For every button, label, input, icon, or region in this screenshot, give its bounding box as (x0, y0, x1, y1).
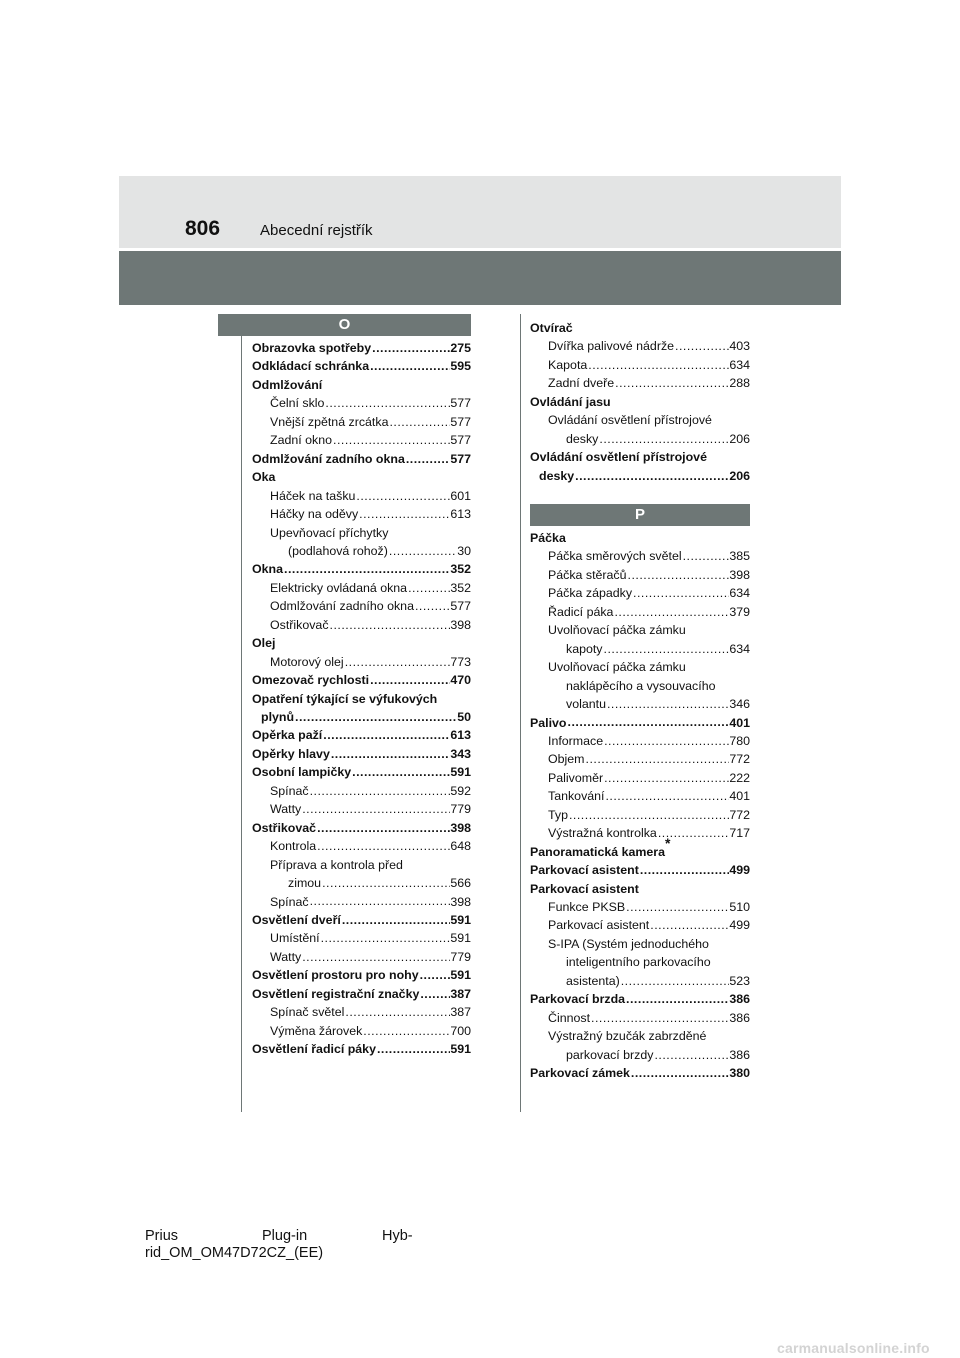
index-entry (530, 1064, 750, 1082)
index-entry (252, 819, 471, 837)
index-entry (548, 1009, 750, 1027)
letter-heading-o: O (218, 314, 471, 336)
index-entry (252, 450, 471, 468)
index-entry (270, 893, 471, 911)
index-entry-term: Osvětlení registrační značky (252, 986, 420, 1001)
index-entry-term: Parkovací zámek (530, 1066, 630, 1081)
index-entry-term: Informace (548, 733, 604, 748)
index-entry-term: Spínač světel (270, 1005, 345, 1020)
index-entry-term: Panoramatická kamera (530, 844, 666, 859)
index-entry (530, 529, 566, 547)
index-entry (548, 787, 750, 805)
index-entry-term: Ostřikovač (270, 617, 329, 632)
index-entry (252, 690, 437, 708)
index-entry-term: Omezovač rychlosti (252, 673, 370, 688)
index-entry-term: Motorový olej (270, 654, 344, 669)
dot-leader (301, 948, 450, 966)
index-entry (270, 837, 471, 855)
index-entry (566, 972, 750, 990)
index-entry-page: 591 (450, 931, 471, 946)
index-entry (270, 782, 471, 800)
index-entry (530, 990, 750, 1008)
dot-leader (567, 714, 730, 732)
footnote-asterisk: * (665, 834, 671, 851)
index-entry (288, 874, 471, 892)
index-entry-page: 772 (729, 752, 750, 767)
index-entry (270, 597, 471, 615)
footer-manual-code: rid_OM_OM47D72CZ_(EE) (145, 1245, 324, 1261)
index-entry (548, 547, 750, 565)
dot-leader (419, 966, 451, 984)
index-entry-page: 613 (450, 507, 471, 522)
dot-leader (414, 597, 450, 615)
index-entry-page: 772 (729, 807, 750, 822)
index-entry-term: Háček na tašku (270, 488, 356, 503)
index-entry (566, 953, 711, 971)
index-entry-page: 566 (450, 876, 471, 891)
dot-leader (309, 782, 451, 800)
footer-model-part: Prius (145, 1228, 179, 1244)
header-band (119, 176, 841, 248)
dot-leader (630, 1064, 729, 1082)
index-entry-page: 634 (729, 357, 750, 372)
index-entry (270, 948, 471, 966)
index-entry-page: 773 (450, 654, 471, 669)
index-entry (270, 487, 471, 505)
index-entry-term: Vnější zpětná zrcátka (270, 414, 389, 429)
dot-leader (627, 566, 730, 584)
index-entry-term: Osvětlení dveří (252, 912, 341, 927)
index-entry-term: Činnost (548, 1010, 591, 1025)
index-entry-page: 779 (450, 949, 471, 964)
dot-leader (625, 990, 729, 1008)
index-entry-term: Spínač (270, 783, 309, 798)
index-entry-term: desky (566, 431, 599, 446)
index-entry-page: 577 (450, 599, 471, 614)
dot-leader (344, 653, 451, 671)
index-entry-term: Zadní okno (270, 433, 332, 448)
index-entry-term: Okna (252, 562, 283, 577)
index-entry-term: Umístění (270, 931, 320, 946)
index-entry (530, 861, 750, 879)
index-entry-page: 398 (450, 820, 471, 835)
index-entry (566, 430, 750, 448)
index-entry (548, 1027, 706, 1045)
index-entry-page: 577 (450, 433, 471, 448)
index-entry (261, 708, 471, 726)
index-entry-page: 387 (450, 986, 471, 1001)
index-entry-term: Objem (548, 752, 585, 767)
index-entry-page: 780 (729, 733, 750, 748)
index-entry-term: desky (539, 468, 575, 483)
index-entry-page: 380 (729, 1066, 750, 1081)
index-entry-term: Uvolňovací páčka zámku (548, 623, 686, 638)
footer-model-part: Plug-in (262, 1228, 308, 1244)
index-entry-page: 648 (450, 839, 471, 854)
index-entry (252, 357, 471, 375)
dot-leader (590, 1009, 729, 1027)
index-entry-term: Čelní sklo (270, 396, 325, 411)
index-entry (252, 1040, 471, 1058)
index-entry (252, 560, 471, 578)
dot-leader (316, 837, 450, 855)
index-entry-term: Odmlžování (252, 377, 323, 392)
dot-leader (355, 487, 450, 505)
dot-leader (324, 394, 450, 412)
index-entry (548, 898, 750, 916)
index-entry-page: 30 (457, 543, 471, 558)
index-entry-page: 403 (729, 339, 750, 354)
index-entry (252, 468, 275, 486)
index-entry-term: Typ (548, 807, 568, 822)
dot-leader (294, 708, 457, 726)
dot-leader (329, 616, 451, 634)
index-entry-term: asistenta) (566, 973, 620, 988)
index-entry-term: Páčka stěračů (548, 567, 627, 582)
index-entry-term: Páčka směrových světel (548, 549, 682, 564)
index-entry-term: Ovládání jasu (530, 394, 611, 409)
index-entry-term: Osobní lampičky (252, 765, 352, 780)
index-entry-term: Zadní dveře (548, 376, 615, 391)
dot-leader (369, 357, 450, 375)
index-entry-term: Parkovací asistent (548, 918, 650, 933)
index-entry (566, 1046, 750, 1064)
dot-leader (320, 929, 451, 947)
dot-leader (574, 467, 729, 485)
index-entry-term: Ostřikovač (252, 820, 317, 835)
index-entry-page: 577 (450, 414, 471, 429)
index-entry (548, 769, 750, 787)
dot-leader (371, 339, 450, 357)
index-entry (270, 413, 471, 431)
index-entry-page: 499 (729, 863, 750, 878)
dot-leader (653, 1046, 729, 1064)
index-entry (566, 695, 750, 713)
index-entry (252, 726, 471, 744)
index-entry (548, 916, 750, 934)
page-number: 806 (185, 217, 221, 240)
dot-leader (625, 898, 729, 916)
dot-leader (341, 911, 450, 929)
index-entry-page: 352 (450, 562, 471, 577)
index-entry-term: Parkovací brzda (530, 992, 626, 1007)
index-entry-page: 779 (450, 802, 471, 817)
dot-leader (674, 337, 729, 355)
index-entry-term: Odmlžování zadního okna (252, 451, 405, 466)
dot-leader (344, 1003, 450, 1021)
dot-leader (351, 763, 450, 781)
dot-leader (585, 750, 730, 768)
index-entry-term: parkovací brzdy (566, 1047, 654, 1062)
dot-leader (568, 806, 729, 824)
dot-leader (316, 819, 450, 837)
index-entry-page: 386 (729, 1010, 750, 1025)
header-bar (119, 251, 841, 305)
index-entry-term: Upevňovací příchytky (270, 525, 389, 540)
index-entry-page: 206 (729, 431, 750, 446)
index-entry (548, 621, 686, 639)
index-entry-page: 634 (729, 586, 750, 601)
index-entry-term: volantu (566, 697, 606, 712)
index-entry-term: Watty (270, 949, 302, 964)
index-entry-term: inteligentního parkovacího (566, 955, 711, 970)
index-entry (252, 745, 471, 763)
dot-leader (419, 985, 450, 1003)
index-entry-term: Palivo (530, 715, 567, 730)
dot-leader (603, 769, 729, 787)
index-entry-term: Osvětlení řadicí páky (252, 1042, 376, 1057)
index-entry-term: Dvířka palivové nádrže (548, 339, 675, 354)
index-entry (548, 935, 709, 953)
index-entry-term: Opěrky hlavy (252, 746, 330, 761)
index-entry-term: Spínač (270, 894, 309, 909)
dot-leader (620, 972, 730, 990)
index-entry-page: 613 (450, 728, 471, 743)
index-entry-term: Watty (270, 802, 302, 817)
index-entry (270, 394, 471, 412)
dot-leader (613, 603, 729, 621)
index-entry-term: Funkce PKSB (548, 900, 626, 914)
dot-leader (598, 430, 729, 448)
index-entry (548, 658, 686, 676)
index-entry-page: 398 (450, 894, 471, 909)
index-entry-term: Opěrka paží (252, 728, 323, 743)
index-entry-page: 591 (450, 1042, 471, 1057)
dot-leader (322, 726, 450, 744)
column-divider (520, 314, 521, 1112)
index-entry (252, 634, 275, 652)
index-entry (270, 616, 471, 634)
index-entry (548, 356, 750, 374)
index-entry-term: zimou (288, 876, 322, 891)
index-entry (530, 448, 707, 466)
index-entry-page: 591 (450, 765, 471, 780)
index-entry-page: 346 (729, 697, 750, 712)
index-entry-term: Páčka (530, 531, 566, 545)
dot-leader (321, 874, 450, 892)
index-entry-term: kapoty (566, 641, 603, 656)
index-entry (252, 339, 471, 357)
index-entry (530, 319, 573, 337)
index-entry-page: 592 (450, 783, 471, 798)
dot-leader (309, 893, 451, 911)
index-entry-term: Otvírač (530, 321, 573, 335)
index-entry-term: Háčky na oděvy (270, 507, 359, 522)
index-entry (252, 671, 471, 689)
index-entry (288, 542, 471, 560)
index-entry-page: 398 (450, 617, 471, 632)
dot-leader (362, 1022, 450, 1040)
index-entry-page: 577 (450, 396, 471, 411)
index-entry (566, 640, 750, 658)
footer-model-part: Hyb- (382, 1228, 413, 1244)
dot-leader (358, 505, 450, 523)
index-entry-page: 591 (450, 912, 471, 927)
index-entry-page: 401 (729, 789, 750, 804)
index-entry-page: 352 (450, 580, 471, 595)
index-entry-term: S-IPA (Systém jednoduchého (548, 936, 709, 951)
dot-leader (639, 861, 729, 879)
index-entry (548, 566, 750, 584)
dot-leader (407, 579, 450, 597)
index-entry (566, 677, 715, 695)
index-entry-term: Kontrola (270, 839, 317, 854)
dot-leader (376, 1040, 450, 1058)
index-entry-term: Parkovací asistent (530, 863, 639, 878)
index-entry-term: Výstražná kontrolka (548, 826, 657, 841)
column-divider (241, 314, 242, 1112)
index-entry (270, 1022, 471, 1040)
index-entry (530, 393, 611, 411)
index-entry-term: Kapota (548, 357, 588, 372)
index-entry-term: Obrazovka spotřeby (252, 341, 372, 355)
index-entry (548, 806, 750, 824)
index-entry-page: 401 (729, 715, 750, 730)
index-entry-term: Olej (252, 636, 276, 651)
index-entry-page: 700 (450, 1023, 471, 1038)
index-entry (548, 374, 750, 392)
index-entry-term: Výměna žárovek (270, 1023, 363, 1038)
dot-leader (587, 356, 729, 374)
index-entry-page: 385 (729, 549, 750, 564)
index-entry-page: 379 (729, 604, 750, 619)
index-entry-page: 343 (450, 746, 471, 761)
index-entry (548, 411, 712, 429)
index-entry-term: plynů (261, 710, 295, 724)
index-entry-page: 499 (729, 918, 750, 933)
index-entry-term: Páčka západky (548, 586, 633, 601)
dot-leader (369, 671, 450, 689)
index-entry-term: Parkovací asistent (530, 881, 639, 896)
index-entry-page: 398 (729, 567, 750, 582)
index-entry (548, 584, 750, 602)
index-entry (270, 505, 471, 523)
dot-leader (614, 374, 729, 392)
index-entry-term: Osvětlení prostoru pro nohy (252, 968, 419, 983)
dot-leader (405, 450, 450, 468)
index-entry-term: Výstražný bzučák zabrzděné (548, 1029, 707, 1044)
dot-leader (330, 745, 450, 763)
index-entry (270, 579, 471, 597)
index-entry (530, 714, 750, 732)
dot-leader (682, 547, 730, 565)
dot-leader (603, 640, 730, 658)
index-entry-term: Řadicí páka (548, 604, 614, 619)
index-entry-page: 510 (729, 900, 750, 914)
index-entry-page: 601 (450, 488, 471, 503)
index-entry (270, 524, 388, 542)
index-entry (252, 911, 471, 929)
index-entry-page: 50 (457, 710, 471, 724)
index-entry-page: 386 (729, 1047, 750, 1062)
dot-leader (604, 787, 729, 805)
dot-leader (603, 732, 729, 750)
dot-leader (649, 916, 729, 934)
index-entry (530, 880, 639, 898)
index-entry (270, 431, 471, 449)
dot-leader (301, 800, 450, 818)
index-entry-page: 470 (450, 673, 471, 688)
index-entry-page: 595 (450, 359, 471, 374)
dot-leader (388, 542, 457, 560)
index-entry-term: Odmlžování zadního okna (270, 599, 414, 614)
index-entry (548, 732, 750, 750)
index-entry-term: Příprava a kontrola před (270, 857, 403, 872)
dot-leader (632, 584, 729, 602)
index-entry-page: 275 (450, 341, 471, 355)
index-entry (548, 337, 750, 355)
index-entry (252, 966, 471, 984)
index-entry (270, 929, 471, 947)
index-entry-term: Tankování (548, 789, 605, 804)
index-entry-page: 577 (450, 451, 471, 466)
index-entry-term: Oka (252, 470, 276, 485)
index-entry (252, 985, 471, 1003)
index-entry-term: Palivoměr (548, 770, 604, 785)
index-entry-term: (podlahová rohož) (288, 543, 388, 558)
index-entry (252, 763, 471, 781)
index-entry-term: naklápěcího a vysouvacího (566, 678, 716, 693)
dot-leader (283, 560, 450, 578)
index-entry-page: 386 (729, 992, 750, 1007)
index-entry (539, 467, 750, 485)
index-entry-term: Opatření týkající se výfukových (252, 691, 438, 706)
index-entry (270, 856, 403, 874)
index-entry (548, 750, 750, 768)
index-entry (270, 653, 471, 671)
index-entry-term: Uvolňovací páčka zámku (548, 660, 686, 675)
index-entry-page: 523 (729, 973, 750, 988)
dot-leader (332, 431, 450, 449)
index-entry-page: 288 (729, 376, 750, 391)
section-title: Abecední rejstřík (260, 222, 373, 239)
dot-leader (388, 413, 450, 431)
watermark: carmanualsonline.info (777, 1340, 930, 1356)
index-entry-term: Ovládání osvětlení přístrojové (548, 413, 712, 428)
index-entry (548, 824, 750, 842)
index-entry-page: 591 (450, 968, 471, 983)
index-entry (270, 1003, 471, 1021)
index-entry (270, 800, 471, 818)
index-entry-page: 387 (450, 1005, 471, 1020)
index-entry-page: 717 (729, 826, 750, 841)
dot-leader (606, 695, 729, 713)
index-entry-page: 222 (729, 770, 750, 785)
index-entry (530, 834, 671, 861)
index-entry-page: 634 (729, 641, 750, 656)
letter-heading-p: P (530, 504, 750, 526)
index-entry-term: Elektricky ovládaná okna (270, 580, 408, 595)
index-entry-page: 206 (729, 468, 750, 483)
index-entry-term: Odkládací schránka (252, 359, 370, 374)
index-entry (548, 603, 750, 621)
index-entry (252, 376, 322, 394)
index-entry-term: Ovládání osvětlení přístrojové (530, 450, 707, 465)
